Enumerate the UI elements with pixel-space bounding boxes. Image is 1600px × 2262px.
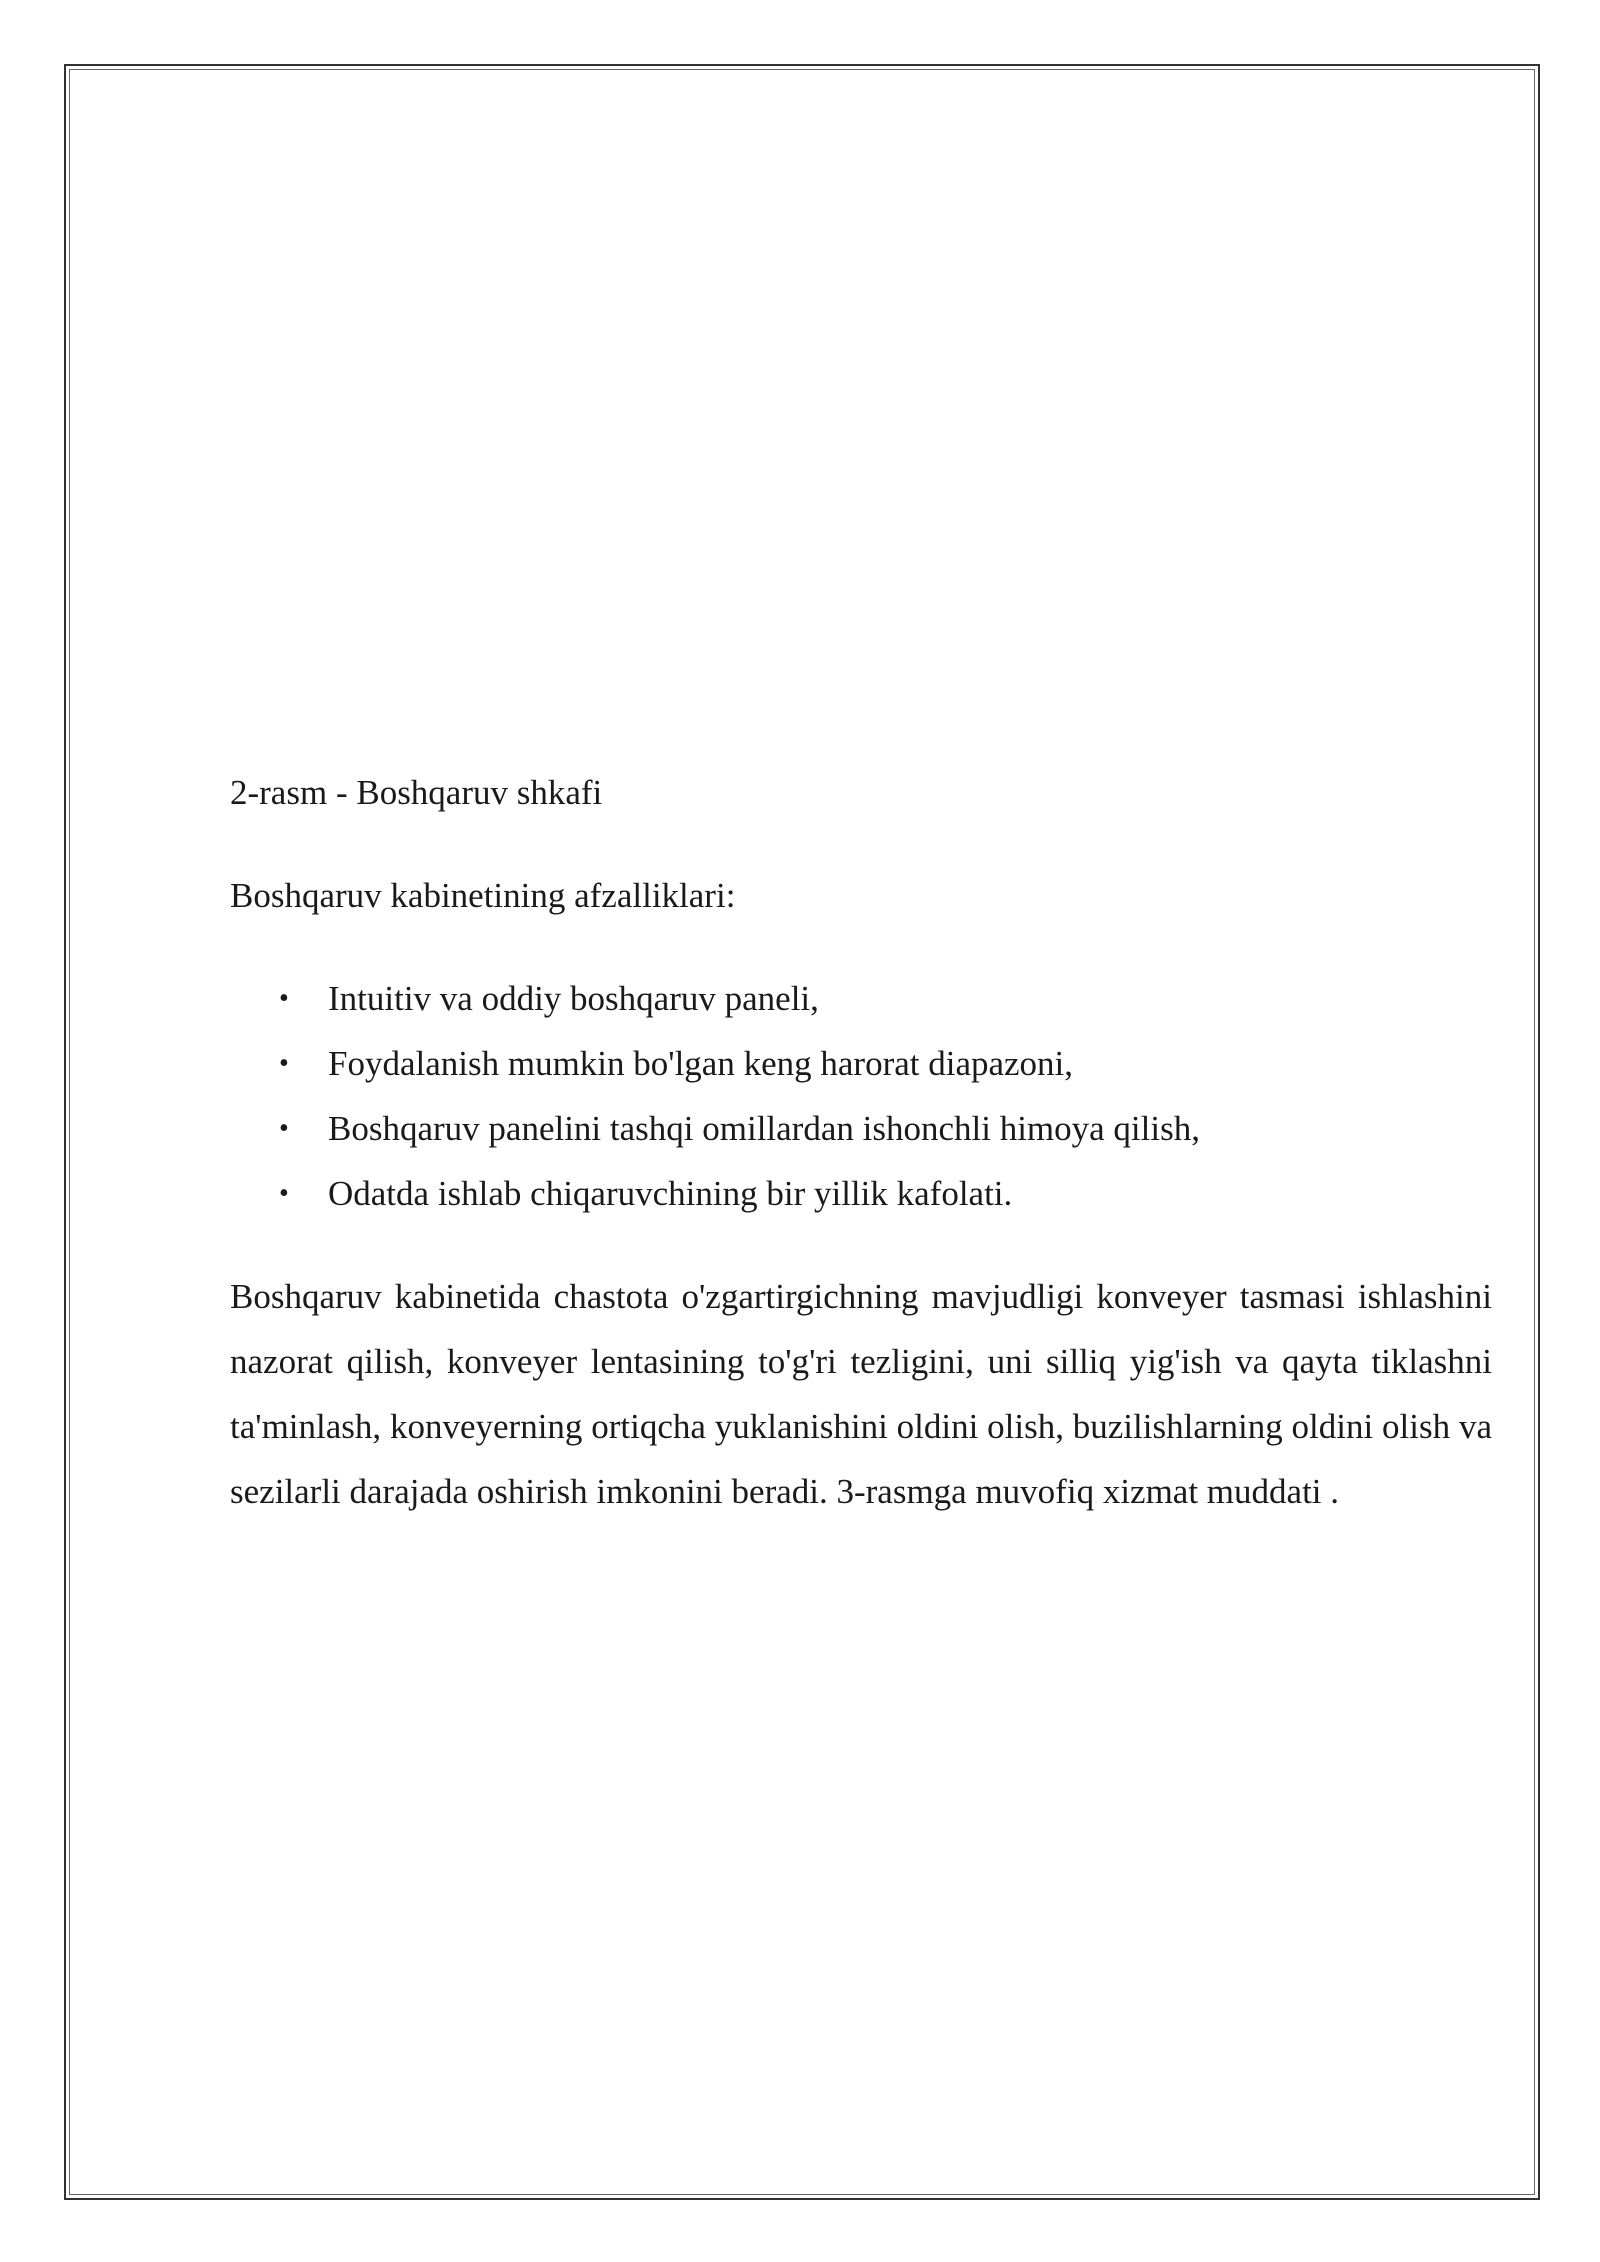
document-body [230, 760, 1492, 1524]
advantages-list [230, 966, 1492, 1226]
list-item-text: Foydalanish mumkin bo'lgan keng harorat diapazoni, [328, 1044, 1074, 1083]
list-item-text: Odatda ishlab chiqaruvchining bir yillik kafolati. [328, 1174, 1013, 1213]
list-item [230, 1161, 1492, 1226]
bullet-icon: • [279, 983, 289, 1014]
bullet-icon: • [279, 1113, 289, 1144]
figure-caption: 2-rasm - Boshqaruv shkafi [230, 773, 603, 812]
list-item [230, 1096, 1492, 1161]
list-item [230, 1031, 1492, 1096]
advantages-intro: Boshqaruv kabinetining afzalliklari: [230, 876, 736, 915]
list-item-text: Intuitiv va oddiy boshqaruv paneli, [328, 979, 819, 1018]
list-item [230, 966, 1492, 1031]
body-paragraph: Boshqaruv kabinetida chastota o'zgartirgichning mavjudligi konveyer tasmasi ishlashini nazorat qilish, konveyer lentasining to'g'ri tezligini, uni silliq yig'ish va qayta tiklashni ta'minlash, konveyerning ortiqcha yuklanishini oldini olish, buzilishlarning oldini olish va sezilarli darajada oshirish imkonini beradi. 3-rasmga muvofiq xizmat muddati . [230, 1277, 1492, 1511]
bullet-icon: • [279, 1048, 289, 1079]
list-item-text: Boshqaruv panelini tashqi omillardan ishonchli himoya qilish, [328, 1109, 1200, 1148]
bullet-icon: • [279, 1178, 289, 1209]
